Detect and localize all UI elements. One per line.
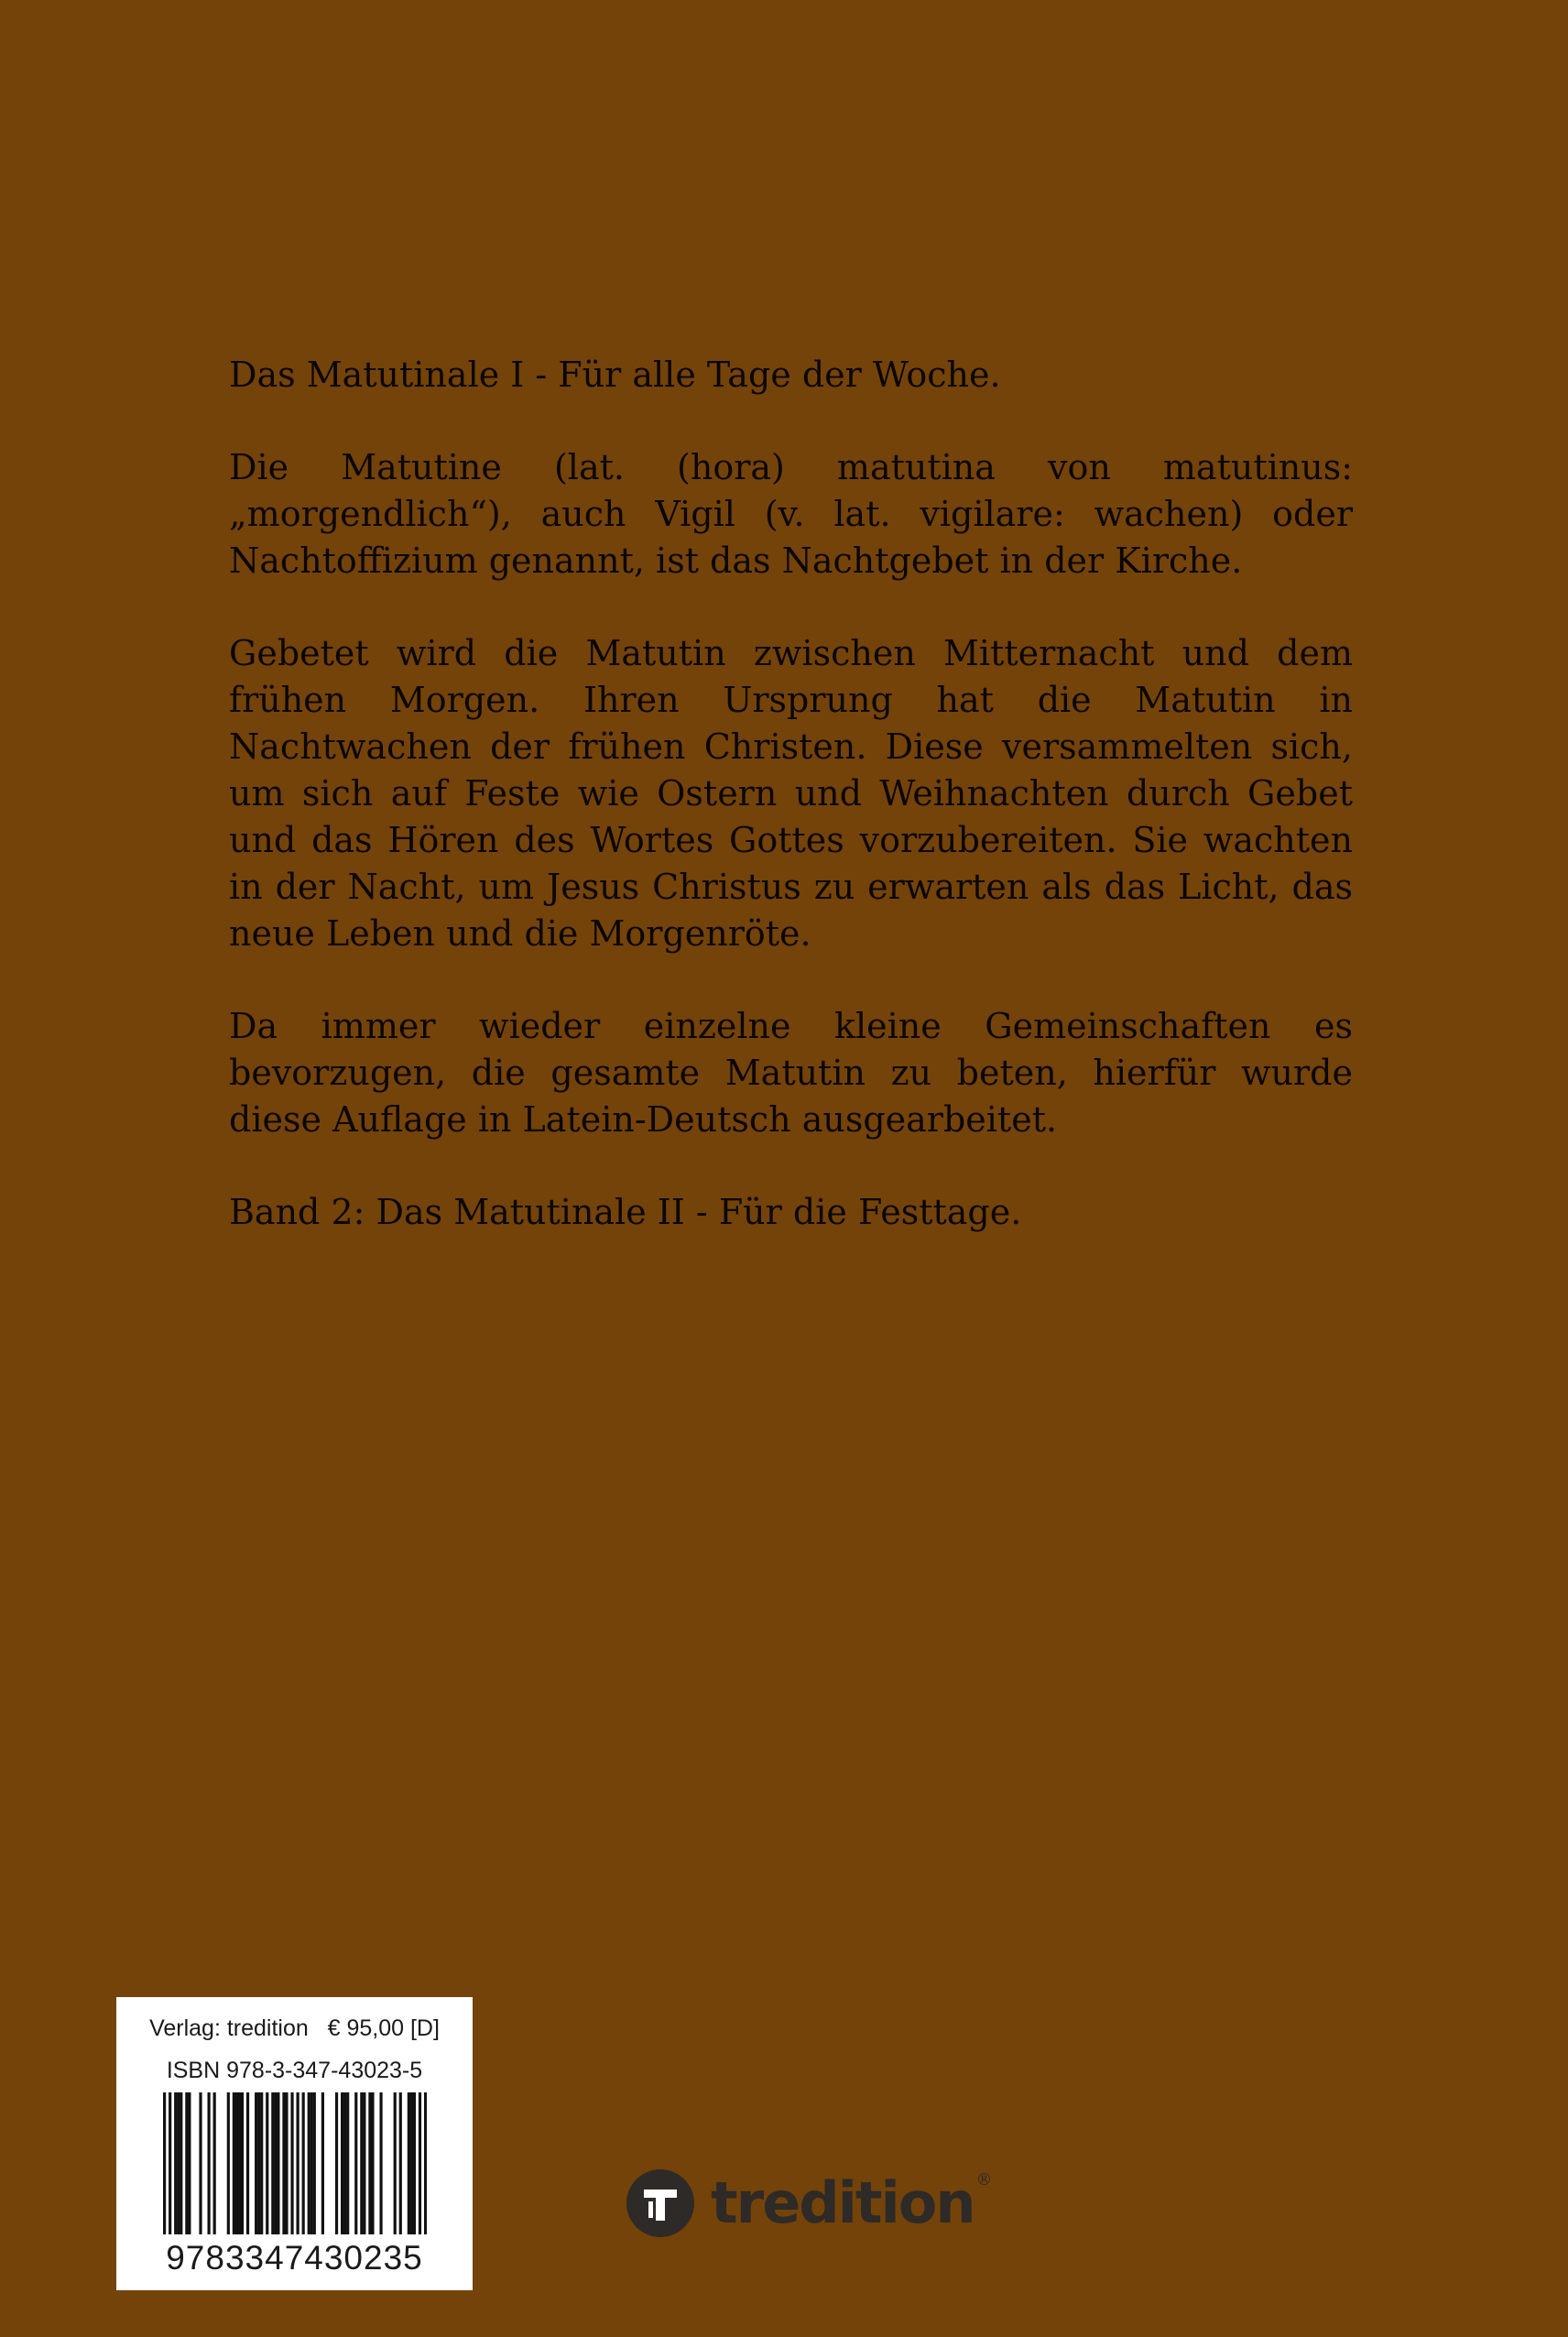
publisher-logo	[626, 2167, 993, 2240]
barcode-bar	[274, 2092, 277, 2234]
barcode-number: 9783347430235	[166, 2239, 423, 2277]
barcode-bar	[255, 2092, 257, 2234]
barcode-bar	[235, 2092, 238, 2234]
logo-wordmark: tredition	[711, 2169, 975, 2236]
barcode-bar	[246, 2092, 249, 2234]
blurb-paragraph-1: Die Matutine (lat. (hora) matutina von matutinus: „morgendlich“), auch Vigil (v. lat. vigilare: wachen) oder Nachtoffizium genannt, ist das Nachtgebet in der Kirche.	[229, 447, 1353, 581]
isbn-label: ISBN 978-3-347-43023-5	[166, 2058, 423, 2083]
barcode-box	[116, 1997, 473, 2290]
barcode-bar	[282, 2092, 285, 2234]
barcode-bar	[208, 2092, 211, 2234]
barcode-bar	[271, 2092, 274, 2234]
barcode-bar	[238, 2092, 241, 2234]
blurb-paragraph-2: Gebetet wird die Matutin zwischen Mitternacht und dem frühen Morgen. Ihren Ursprung hat die Matutin in Nachtwachen der frühen Christen. Diese versammelten sich, um sich auf Feste wie Ostern und Weihnachten durch Gebet und das Hören des Wortes Gottes vorzubereiten. Sie wachten in der Nacht, um Jesus Christus zu erwarten als das Licht, das neue Leben und die Morgenröte.	[229, 633, 1353, 954]
barcode-bar	[266, 2092, 268, 2234]
barcode-bar	[241, 2092, 244, 2234]
barcode-bar	[185, 2092, 188, 2234]
barcode-bar	[413, 2092, 416, 2234]
barcode-bar	[354, 2092, 357, 2234]
barcode-bar	[285, 2092, 288, 2234]
barcode-bar	[410, 2092, 413, 2234]
barcode-bar	[313, 2092, 316, 2234]
barcode-bar	[343, 2092, 346, 2234]
barcode-bar	[379, 2092, 382, 2234]
barcode-bar	[424, 2092, 427, 2234]
barcode-bar	[297, 2092, 299, 2234]
tredition-logo-icon	[626, 2169, 694, 2237]
registered-mark: ®	[975, 2170, 993, 2190]
barcode-bar	[257, 2092, 260, 2234]
barcode-bar	[419, 2092, 421, 2234]
barcode-bar	[163, 2092, 166, 2234]
barcode-bar	[199, 2092, 201, 2234]
barcode-bar	[408, 2092, 410, 2234]
barcode-bar	[368, 2092, 371, 2234]
publisher-price: Verlag: tredition € 95,00 [D]	[149, 2015, 440, 2041]
barcode-bar	[290, 2092, 293, 2234]
barcode-bar	[174, 2092, 177, 2234]
barcode-bar	[260, 2092, 263, 2234]
barcode-bar	[169, 2092, 171, 2234]
volume-note: Band 2: Das Matutinale II - Für die Festtage.	[229, 1192, 1022, 1232]
barcode-bar	[321, 2092, 324, 2234]
barcode-bar	[213, 2092, 216, 2234]
barcode-bar	[335, 2092, 338, 2234]
blurb-text	[229, 352, 1353, 1282]
barcode-bar	[177, 2092, 180, 2234]
barcode-bar	[227, 2092, 230, 2234]
barcode-bar	[233, 2092, 235, 2234]
barcode-bar	[399, 2092, 402, 2234]
barcode-bar	[277, 2092, 279, 2234]
barcode-image	[163, 2092, 427, 2234]
blurb-paragraph-3: Da immer wieder einzelne kleine Gemeinschaften es bevorzugen, die gesamte Matutin zu beten, hierfür wurde diese Auflage in Latein-Deutsch ausgearbeitet.	[229, 1006, 1353, 1140]
barcode-bar	[341, 2092, 343, 2234]
barcode-bar	[346, 2092, 349, 2234]
barcode-bar	[308, 2092, 310, 2234]
barcode-bar	[394, 2092, 397, 2234]
barcode-bar	[371, 2092, 374, 2234]
barcode-bar	[363, 2092, 365, 2234]
barcode-bar	[360, 2092, 363, 2234]
barcode-bar	[180, 2092, 182, 2234]
barcode-bar	[188, 2092, 191, 2234]
blurb-heading: Das Matutinale I - Für alle Tage der Woche.	[229, 355, 1001, 395]
barcode-bar	[302, 2092, 305, 2234]
barcode-bar	[310, 2092, 313, 2234]
